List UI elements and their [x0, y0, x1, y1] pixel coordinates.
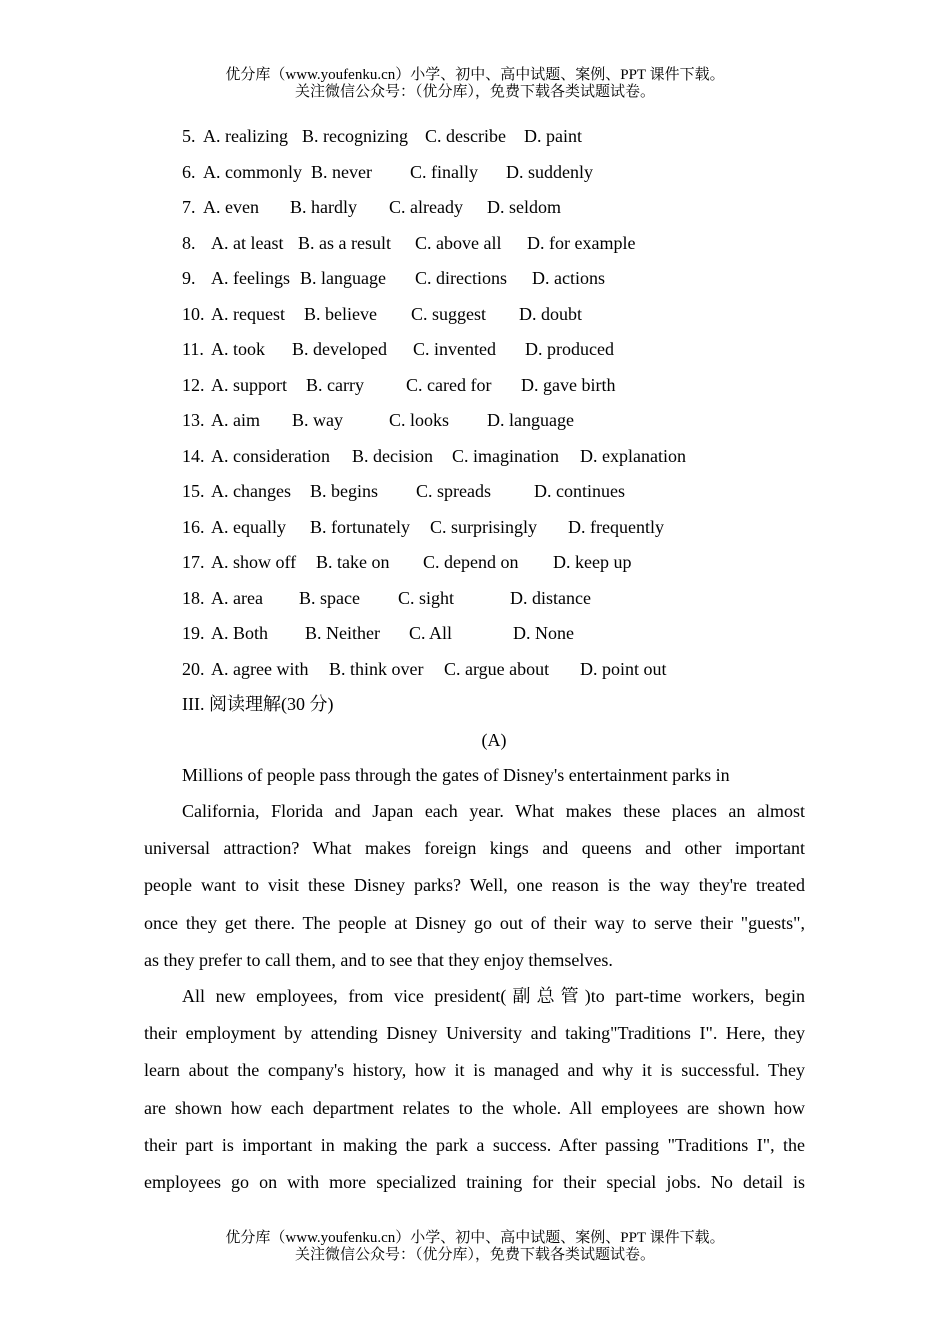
- option-b: B. language: [300, 268, 386, 288]
- question-number: 8.: [182, 233, 196, 253]
- option-c: C. above all: [415, 233, 502, 253]
- option-c: C. directions: [415, 268, 507, 288]
- option-d: D. gave birth: [521, 375, 616, 395]
- option-c: C. surprisingly: [430, 517, 538, 537]
- page-footer: [0, 1230, 950, 1264]
- question-number: 12.: [182, 375, 205, 395]
- option-b: B. begins: [310, 481, 379, 501]
- option-d: D. keep up: [553, 552, 632, 572]
- option-c: C. imagination: [452, 446, 559, 466]
- option-b: B. decision: [352, 446, 433, 466]
- question-number: 17.: [182, 552, 205, 572]
- option-b: B. space: [299, 588, 360, 608]
- passage-label: (A): [481, 730, 507, 750]
- option-c: C. describe: [425, 126, 506, 146]
- option-d: D. distance: [510, 588, 591, 608]
- passage-line: are shown how each department relates to the whole. All employees are shown how: [144, 1098, 805, 1118]
- option-c: C. finally: [410, 162, 478, 182]
- passage-line: their employment by attending Disney University and taking"Traditions I". Here, they: [144, 1023, 805, 1043]
- option-d: D. point out: [580, 659, 667, 679]
- option-a: A. request: [211, 304, 285, 324]
- option-a: A. commonly: [203, 162, 302, 182]
- option-a: A. changes: [211, 481, 291, 501]
- question-number: 18.: [182, 588, 205, 608]
- option-c: C. argue about: [444, 659, 550, 679]
- option-d: D. for example: [527, 233, 636, 253]
- passage-line: employees go on with more specialized training for their special jobs. No detail is: [144, 1172, 805, 1192]
- header-line-2: 关注微信公众号：（优分库），免费下载各类试题试卷。: [294, 84, 655, 100]
- option-b: B. take on: [316, 552, 390, 572]
- option-b: B. developed: [292, 339, 387, 359]
- passage-line: learn about the company's history, how it is managed and why it is successful. They: [144, 1060, 805, 1080]
- option-b: B. think over: [329, 659, 424, 679]
- option-c: C. cared for: [406, 375, 492, 395]
- page-header: [0, 67, 950, 101]
- option-c: C. spreads: [416, 481, 491, 501]
- option-c: C. looks: [389, 410, 450, 430]
- passage-line: All new employees, from vice president(副总管)to part-time workers, begin: [182, 986, 805, 1006]
- option-d: D. explanation: [580, 446, 686, 466]
- question-number: 10.: [182, 304, 205, 324]
- option-d: D. suddenly: [506, 162, 593, 182]
- question-number: 13.: [182, 410, 205, 430]
- passage-line: once they get there. The people at Disney go out of their way to serve their "guests",: [144, 913, 805, 933]
- question-number: 9.: [182, 268, 196, 288]
- section-title: III. 阅读理解(30 分): [182, 694, 334, 714]
- passage-line: California, Florida and Japan each year. What makes these places an almost: [182, 801, 805, 821]
- option-d: D. None: [513, 623, 574, 643]
- option-a: A. area: [211, 588, 263, 608]
- question-number: 14.: [182, 446, 205, 466]
- option-a: A. Both: [211, 623, 269, 643]
- option-b: B. hardly: [290, 197, 357, 217]
- option-b: B. carry: [306, 375, 364, 395]
- option-b: B. never: [311, 162, 372, 182]
- passage-line: as they prefer to call them, and to see that they enjoy themselves.: [144, 950, 613, 970]
- option-d: D. seldom: [487, 197, 561, 217]
- question-number: 7.: [182, 197, 196, 217]
- question-number: 20.: [182, 659, 205, 679]
- passage-line: people want to visit these Disney parks? Well, one reason is the way they're treated: [144, 875, 805, 895]
- question-number: 16.: [182, 517, 205, 537]
- option-b: B. fortunately: [310, 517, 410, 537]
- option-d: D. language: [487, 410, 574, 430]
- option-a: A. even: [203, 197, 259, 217]
- option-b: B. Neither: [305, 623, 380, 643]
- option-c: C. All: [409, 623, 453, 643]
- option-b: B. way: [292, 410, 343, 430]
- question-number: 19.: [182, 623, 205, 643]
- question-number: 15.: [182, 481, 205, 501]
- option-b: B. as a result: [298, 233, 391, 253]
- option-a: A. agree with: [211, 659, 309, 679]
- option-d: D. continues: [534, 481, 625, 501]
- option-c: C. suggest: [411, 304, 487, 324]
- option-b: B. recognizing: [302, 126, 408, 146]
- option-a: A. took: [211, 339, 265, 359]
- option-c: C. sight: [398, 588, 455, 608]
- option-a: A. at least: [211, 233, 284, 253]
- option-a: A. realizing: [203, 126, 288, 146]
- header-line-1: 优分库（www.youfenku.cn）小学、初中、高中试题、案例、PPT 课件下载。: [225, 67, 725, 83]
- option-d: D. doubt: [519, 304, 582, 324]
- option-a: A. aim: [211, 410, 260, 430]
- option-c: C. already: [389, 197, 463, 217]
- passage-line: their part is important in making the park a success. After passing "Traditions I", the: [144, 1135, 805, 1155]
- option-c: C. invented: [413, 339, 496, 359]
- passage-line: Millions of people pass through the gates of Disney's entertainment parks in: [182, 765, 730, 785]
- option-a: A. show off: [211, 552, 297, 572]
- footer-line-2: 关注微信公众号：（优分库），免费下载各类试题试卷。: [294, 1247, 655, 1263]
- question-number: 6.: [182, 162, 196, 182]
- footer-line-1: 优分库（www.youfenku.cn）小学、初中、高中试题、案例、PPT 课件下载。: [225, 1230, 725, 1246]
- option-c: C. depend on: [423, 552, 519, 572]
- option-d: D. actions: [532, 268, 605, 288]
- option-a: A. consideration: [211, 446, 330, 466]
- option-d: D. paint: [524, 126, 582, 146]
- option-a: A. feelings: [211, 268, 290, 288]
- question-number: 5.: [182, 126, 196, 146]
- passage-line: universal attraction? What makes foreign kings and queens and other important: [144, 838, 805, 858]
- option-a: A. equally: [211, 517, 286, 537]
- question-number: 11.: [182, 339, 204, 359]
- option-a: A. support: [211, 375, 287, 395]
- option-d: D. produced: [525, 339, 614, 359]
- option-d: D. frequently: [568, 517, 664, 537]
- option-b: B. believe: [304, 304, 377, 324]
